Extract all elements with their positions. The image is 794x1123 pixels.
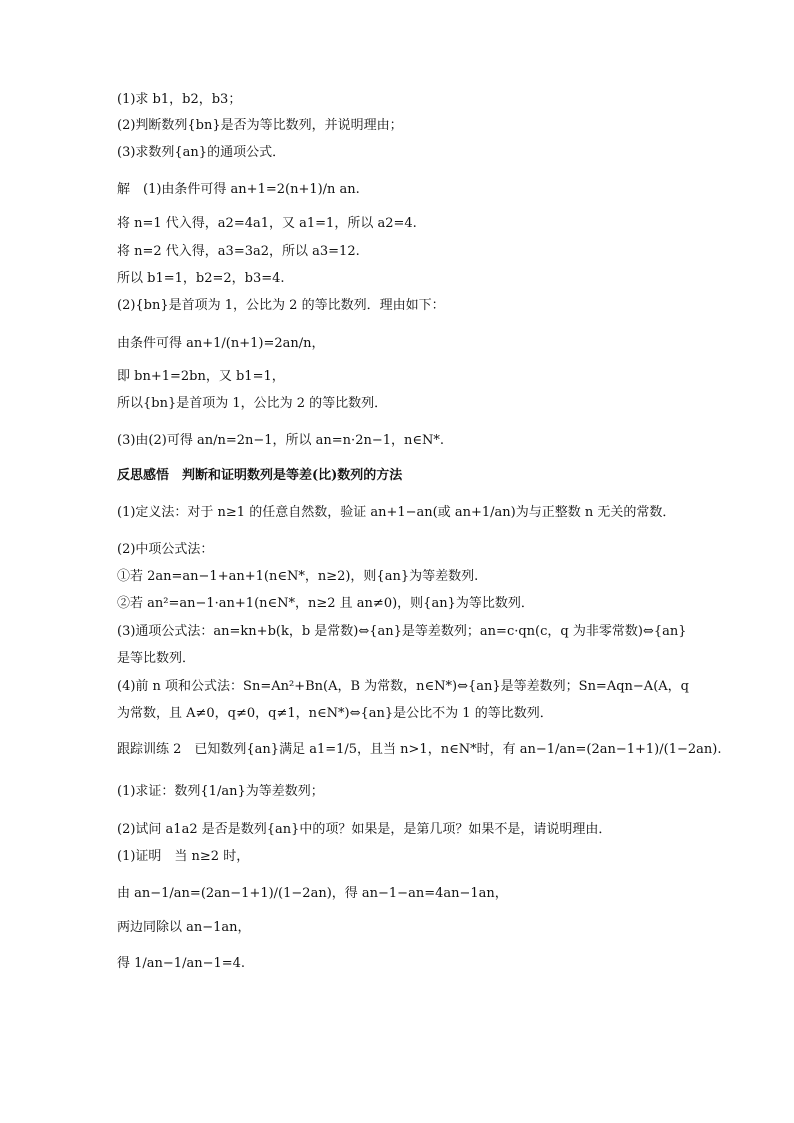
text-line: 是等比数列．: [117, 651, 196, 666]
text-line: 得 1/an−1/an−1=4.: [117, 956, 246, 971]
text-line: (3)通项公式法：an=kn+b(k，b 是常数)⇔{an}是等差数列；an=c·qn(c，q 为非零常数)⇔{an}: [117, 624, 687, 639]
text-line: 将 n=2 代入得，a3=3a2，所以 a3=12.: [117, 244, 360, 259]
text-line: (1)求 b1，b2，b3；: [117, 92, 242, 107]
text-line: 所以 b1=1，b2=2，b3=4.: [117, 271, 285, 286]
text-line: ①若 2an=an−1+an+1(n∈N*，n≥2)，则{an}为等差数列.: [117, 569, 479, 584]
text-line: (3)求数列{an}的通项公式．: [117, 145, 286, 160]
text-line: 跟踪训练 2 已知数列{an}满足 a1=1/5，且当 n>1，n∈N*时，有 an−1/an=(2an−1+1)/(1−2an).: [117, 742, 722, 757]
text-line: 由 an−1/an=(2an−1+1)/(1−2an)，得 an−1−an=4an−1an，: [117, 886, 508, 901]
text-line: (1)定义法：对于 n≥1 的任意自然数，验证 an+1−an(或 an+1/an)为与正整数 n 无关的常数．: [117, 505, 676, 520]
text-line: 两边同除以 an−1an，: [117, 920, 251, 935]
text-line: 由条件可得 an+1/(n+1)=2an/n，: [117, 336, 325, 351]
text-line: 即 bn+1=2bn，又 b1=1，: [117, 369, 285, 384]
text-line: (2){bn}是首项为 1，公比为 2 的等比数列．理由如下：: [117, 298, 445, 313]
text-line: (4)前 n 项和公式法：Sn=An²+Bn(A，B 为常数，n∈N*)⇔{an}是等差数列；Sn=Aqn−A(A，q: [117, 679, 689, 694]
text-line: (2)试问 a1a2 是否是数列{an}中的项？如果是，是第几项？如果不是，请说明理由．: [117, 822, 612, 837]
text-line: 所以{bn}是首项为 1，公比为 2 的等比数列．: [117, 396, 388, 411]
text-line: 将 n=1 代入得，a2=4a1，又 a1=1，所以 a2=4.: [117, 216, 417, 231]
text-line: (1)证明 当 n≥2 时，: [117, 849, 250, 864]
text-line: (2)判断数列{bn}是否为等比数列，并说明理由；: [117, 118, 403, 133]
text-line: (3)由(2)可得 an/n=2n−1，所以 an=n·2n−1，n∈N*.: [117, 433, 444, 448]
text-line: 解 (1)由条件可得 an+1=2(n+1)/n an.: [117, 182, 360, 197]
text-line: ②若 an²=an−1·an+1(n∈N*，n≥2 且 an≠0)，则{an}为等比数列．: [117, 596, 534, 611]
text-line: (2)中项公式法：: [117, 542, 214, 557]
text-line: 反思感悟 判断和证明数列是等差(比)数列的方法: [117, 468, 403, 483]
text-line: (1)求证：数列{1/an}为等差数列；: [117, 784, 324, 799]
text-line: 为常数，且 A≠0，q≠0，q≠1，n∈N*)⇔{an}是公比不为 1 的等比数列．: [117, 706, 553, 721]
